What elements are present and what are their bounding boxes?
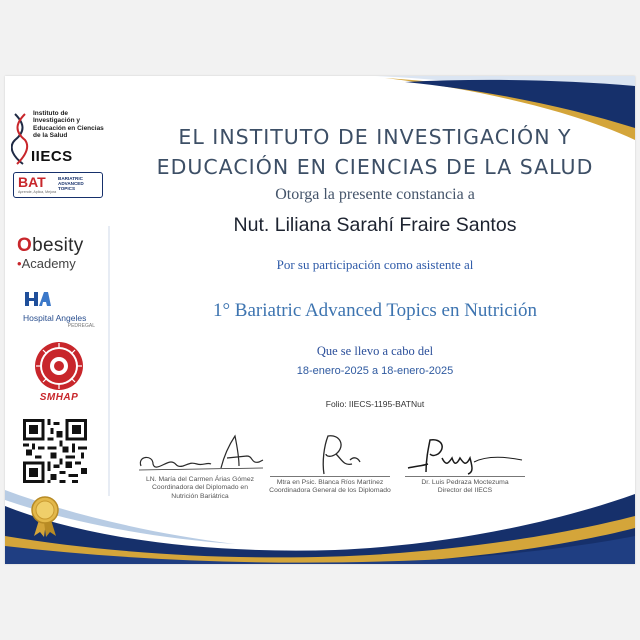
- smhap-acronym: SMHAP: [39, 392, 79, 403]
- iiecs-acronym: IIECS: [31, 148, 73, 165]
- signer-2-name: Mtra en Psic. Blanca Ríos Martínez: [276, 478, 384, 486]
- signer-3-name: Dr. Luis Pedraza Moctezuma: [421, 478, 509, 486]
- signer-1-name: LN. María del Carmen Árias Gómez: [145, 476, 255, 483]
- hospital-angeles-logo: [23, 290, 103, 334]
- iiecs-logo: [11, 110, 103, 168]
- signature-line-2: [270, 476, 390, 477]
- title-line-2: EDUCACIÓN EN CIENCIAS DE LA SALUD: [156, 155, 594, 179]
- handwritten-signature-3: [402, 432, 528, 476]
- event-dates: 18-enero-2025 a 18-enero-2025: [296, 365, 454, 377]
- hospital-location: PEDREGAL: [67, 323, 95, 329]
- bat-acronym: BAT: [18, 174, 46, 190]
- qr-code-icon: [23, 419, 87, 483]
- signer-1-role-2: Nutrición Bariátrica: [171, 492, 229, 500]
- participation-text: Por su participación como asistente al: [276, 257, 474, 272]
- hospital-name: Hospital Angeles: [23, 313, 87, 323]
- academy-word: •Academy: [17, 256, 76, 271]
- certificate: [5, 76, 635, 564]
- signature-block-2: [255, 432, 405, 495]
- recipient-name: Nut. Liliana Sarahí Fraire Santos: [233, 214, 517, 236]
- bat-tagline: Aprende, Aplica, Mejora: [18, 190, 57, 194]
- grant-text: Otorga la presente constancia a: [275, 186, 475, 203]
- obesity-academy-logo: [17, 236, 107, 278]
- smhap-seal-icon: [33, 340, 85, 392]
- signer-2-role: Coordinadora General de los Diplomado: [269, 487, 391, 494]
- course-name: 1° Bariatric Advanced Topics en Nutrición: [212, 300, 538, 321]
- signature-block-1: [127, 432, 273, 501]
- logo-column: [5, 76, 115, 564]
- folio-number: Folio: IIECS-1195-BATNut: [325, 399, 425, 409]
- hospital-angeles-mark-icon: [23, 290, 51, 308]
- medal-icon: [30, 496, 60, 538]
- title-line-1: EL INSTITUTO DE INVESTIGACIÓN Y: [178, 125, 572, 149]
- held-text: Que se llevo a cabo del: [316, 344, 434, 358]
- signer-1-role: Coordinadora del Diplomado en: [152, 484, 248, 492]
- smhap-logo: [27, 340, 91, 408]
- signer-3-role: Director del IIECS: [437, 487, 493, 494]
- obesity-rest: besity: [32, 235, 84, 256]
- obesity-word: Obesity: [17, 235, 84, 256]
- handwritten-signature-2: [280, 432, 380, 476]
- signature-line-3: [405, 476, 525, 477]
- bat-subtitle: BARIATRIC ADVANCED TOPICS: [58, 176, 84, 191]
- iiecs-full-name: Instituto de Investigación y Educación en Ciencias de la Salud: [33, 110, 104, 140]
- dna-icon: [11, 110, 29, 168]
- institution-title: [115, 122, 635, 182]
- signature-block-3: [400, 432, 530, 495]
- handwritten-signature-1: [135, 432, 265, 476]
- bat-logo: [13, 172, 103, 198]
